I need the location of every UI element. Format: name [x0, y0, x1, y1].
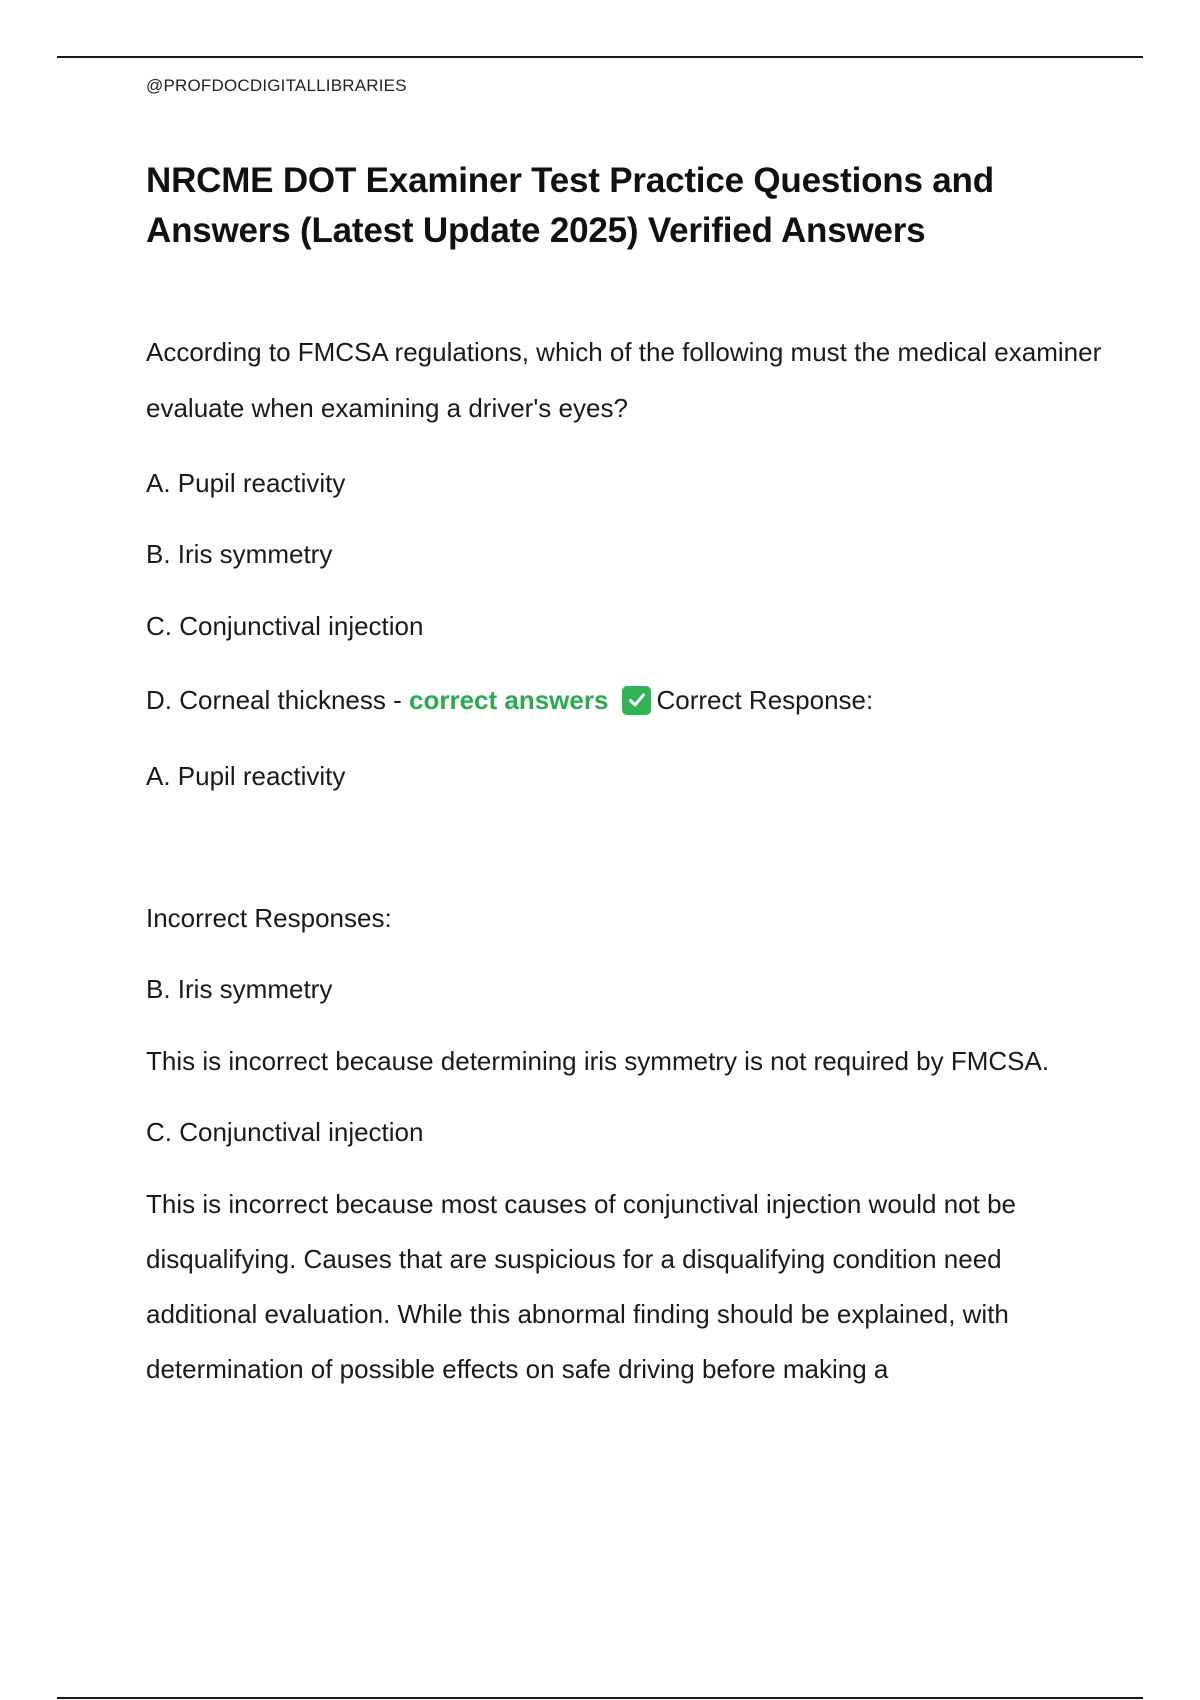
document-page — [146, 74, 1106, 1397]
title-line-2: Answers (Latest Update 2025) Verified Answers — [146, 211, 926, 250]
header-tag: @PROFDOCDIGITALLIBRARIES — [146, 76, 407, 95]
title-line-1: NRCME DOT Examiner Test Practice Questions and — [146, 161, 994, 200]
bottom-rule — [57, 1697, 1143, 1699]
incorrect-option-b: B. Iris symmetry — [146, 974, 333, 1004]
option-d: D. Corneal thickness - — [146, 685, 402, 715]
check-mark-icon — [622, 686, 651, 715]
question-text: According to FMCSA regulations, which of the following must the medical examiner evaluate when examining a driver's eyes? — [146, 337, 1102, 423]
correct-response-label: Correct Response: — [656, 685, 874, 715]
option-c: C. Conjunctival injection — [146, 611, 424, 641]
correct-response-value: A. Pupil reactivity — [146, 761, 346, 791]
option-b: B. Iris symmetry — [146, 539, 333, 569]
top-rule — [57, 56, 1143, 58]
option-a: A. Pupil reactivity — [146, 468, 346, 498]
correct-answers-tag: correct answers — [409, 685, 609, 715]
document-title — [146, 156, 1106, 256]
incorrect-responses-heading: Incorrect Responses: — [146, 903, 392, 933]
incorrect-option-c: C. Conjunctival injection — [146, 1117, 424, 1147]
incorrect-explanation-c: This is incorrect because most causes of conjunctival injection would not be disqualifying. Causes that are suspicious for a disqualifying condition need additional evaluation. While this abnormal finding should be explained, with determination of possible effects on safe driving before making a — [146, 1189, 1016, 1384]
option-d-row — [146, 683, 1106, 717]
incorrect-explanation-b: This is incorrect because determining iris symmetry is not required by FMCSA. — [146, 1046, 1050, 1076]
